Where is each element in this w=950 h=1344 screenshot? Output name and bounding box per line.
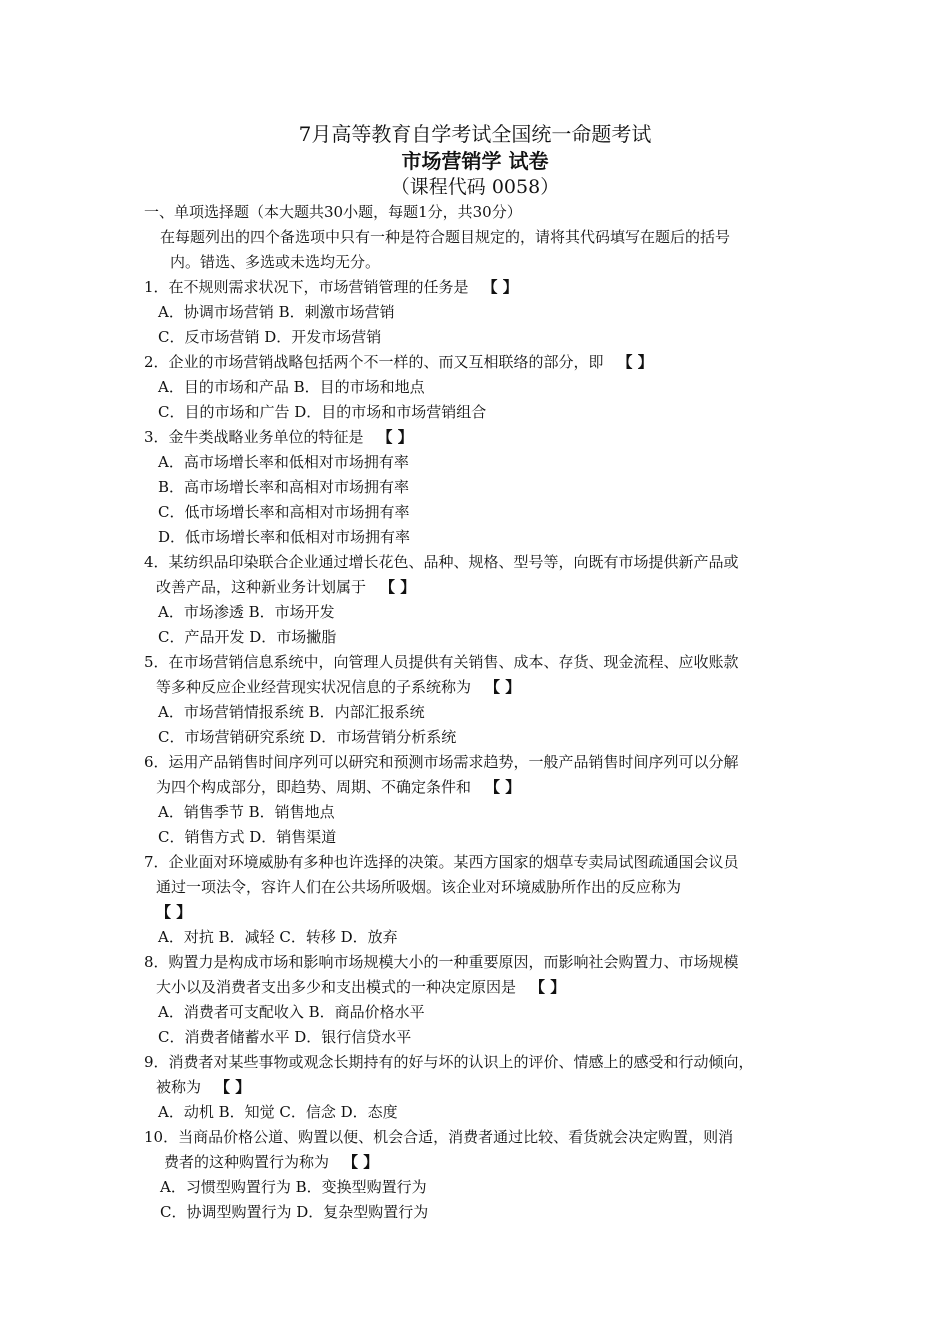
question-stem (144, 775, 820, 800)
question-stem (144, 350, 820, 375)
question-stem (144, 675, 820, 700)
question-stem (144, 975, 820, 1000)
question-text: 1．在不规则需求状况下，市场营销管理的任务是 (144, 278, 469, 296)
question-options: C．反市场营销 D．开发市场营销 (158, 328, 382, 346)
exam-title: 7月高等教育自学考试全国统一命题考试 (298, 122, 652, 146)
question-text: 大小以及消费者支出多少和支出模式的一种决定原因是 (156, 978, 517, 996)
answer-bracket: 【 】 (156, 903, 192, 921)
question-options: C．协调型购置行为 D．复杂型购置行为 (160, 1203, 429, 1221)
question-options: A．动机 B．知觉 C．信念 D．态度 (158, 1103, 398, 1121)
question-text: 费者的这种购置行为称为 (164, 1153, 330, 1171)
question-options: C．产品开发 D．市场撇脂 (158, 628, 337, 646)
question-text: 3．金牛类战略业务单位的特征是 (144, 428, 364, 446)
question-stem: 6．运用产品销售时间序列可以研究和预测市场需求趋势，一般产品销售时间序列可以分解 (144, 753, 739, 771)
question-stem: 4．某纺织品印染联合企业通过增长花色、品种、规格、型号等，向既有市场提供新产品或 (144, 553, 739, 571)
question-stem: 8．购置力是构成市场和影响市场规模大小的一种重要原因，而影响社会购置力、市场规模 (144, 953, 739, 971)
answer-bracket: 【 】 (485, 778, 521, 796)
question-options: C．目的市场和广告 D．目的市场和市场营销组合 (158, 403, 487, 421)
question-options: A．高市场增长率和低相对市场拥有率 (158, 453, 409, 471)
question-stem (144, 425, 820, 450)
question-text: 2．企业的市场营销战略包括两个不一样的、而又互相联络的部分，即 (144, 353, 604, 371)
question-options: A．目的市场和产品 B．目的市场和地点 (158, 378, 425, 396)
section-heading: 一、单项选择题（本大题共30小题，每题1分，共30分） (144, 203, 522, 221)
instruction-line: 内。错选、多选或未选均无分。 (170, 253, 381, 271)
question-options: D．低市场增长率和低相对市场拥有率 (158, 528, 411, 546)
question-stem (144, 275, 820, 300)
question-options: C．低市场增长率和高相对市场拥有率 (158, 503, 410, 521)
question-text: 改善产品，这种新业务计划属于 (156, 578, 367, 596)
question-stem: 9．消费者对某些事物或观念长期持有的好与坏的认识上的评价、情感上的感受和行动倾向， (144, 1053, 754, 1071)
question-stem (144, 900, 820, 925)
answer-bracket: 【 】 (380, 578, 416, 596)
question-options: A．对抗 B．减轻 C．转移 D．放弃 (158, 928, 398, 946)
answer-bracket: 【 】 (343, 1153, 379, 1171)
question-options: C．市场营销研究系统 D．市场营销分析系统 (158, 728, 457, 746)
subject-title: 市场营销学 试卷 (401, 149, 549, 173)
exam-content (144, 200, 820, 1225)
question-stem (144, 575, 820, 600)
question-stem: 7．企业面对环境威胁有多种也许选择的决策。某西方国家的烟草专卖局试图疏通国会议员 (144, 853, 739, 871)
question-options: A．市场渗透 B．市场开发 (158, 603, 335, 621)
answer-bracket: 【 】 (215, 1078, 251, 1096)
question-stem (144, 1150, 820, 1175)
question-stem (144, 1075, 820, 1100)
question-stem: 通过一项法令，容许人们在公共场所吸烟。该企业对环境威胁所作出的反应称为 (156, 878, 682, 896)
answer-bracket: 【 】 (377, 428, 413, 446)
question-text: 等多种反应企业经营现实状况信息的子系统称为 (156, 678, 472, 696)
question-text: 被称为 (156, 1078, 202, 1096)
question-options: A．消费者可支配收入 B．商品价格水平 (158, 1003, 425, 1021)
answer-bracket: 【 】 (530, 978, 566, 996)
question-options: A．协调市场营销 B．刺激市场营销 (158, 303, 395, 321)
question-options: A．市场营销情报系统 B．内部汇报系统 (158, 703, 425, 721)
instruction-line: 在每题列出的四个备选项中只有一种是符合题目规定的，请将其代码填写在题后的括号 (160, 228, 731, 246)
question-stem: 10．当商品价格公道、购置以便、机会合适，消费者通过比较、看货就会决定购置，则消 (144, 1128, 734, 1146)
course-code: （课程代码 0058） (390, 176, 560, 198)
question-options: C．销售方式 D．销售渠道 (158, 828, 337, 846)
answer-bracket: 【 】 (482, 278, 518, 296)
question-options: B．高市场增长率和高相对市场拥有率 (158, 478, 410, 496)
question-text: 为四个构成部分，即趋势、周期、不确定条件和 (156, 778, 472, 796)
question-stem: 5．在市场营销信息系统中，向管理人员提供有关销售、成本、存货、现金流程、应收账款 (144, 653, 739, 671)
question-options: C．消费者储蓄水平 D．银行信贷水平 (158, 1028, 412, 1046)
answer-bracket: 【 】 (485, 678, 521, 696)
answer-bracket: 【 】 (617, 353, 653, 371)
question-options: A．习惯型购置行为 B．变换型购置行为 (160, 1178, 427, 1196)
question-options: A．销售季节 B．销售地点 (158, 803, 335, 821)
